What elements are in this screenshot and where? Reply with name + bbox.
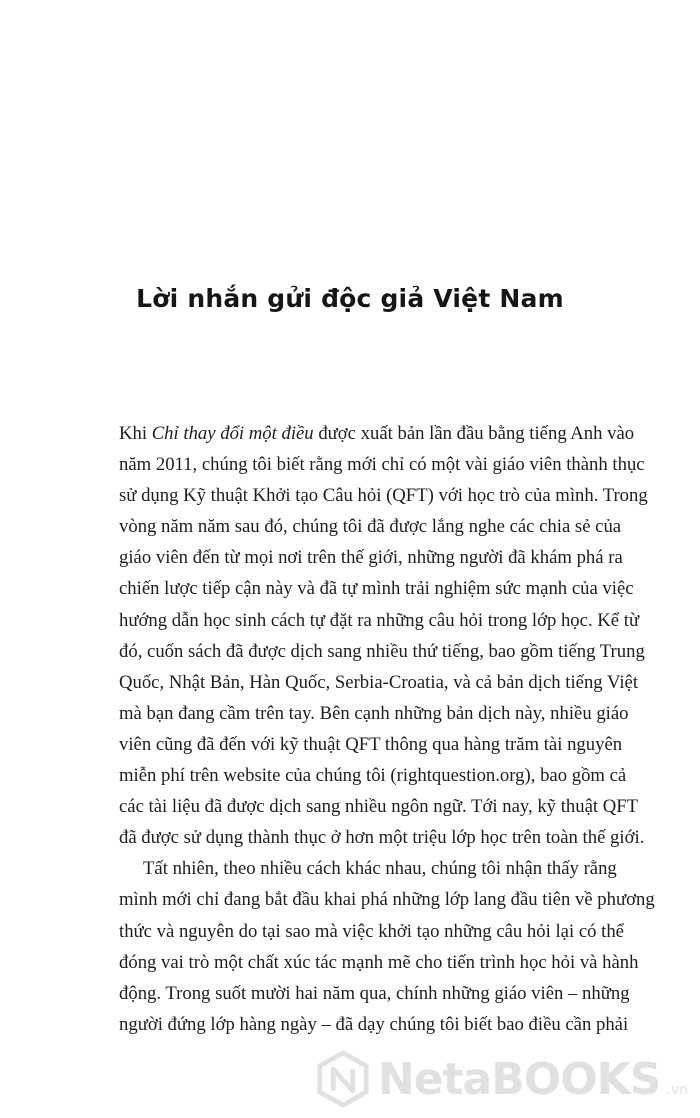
- text-line: các tài liệu đã được dịch sang nhiều ngôn ngữ. Tới nay, kỹ thuật QFT: [119, 796, 639, 818]
- text-line: động. Trong suốt mười hai năm qua, chính những giáo viên – những: [119, 982, 630, 1004]
- text-line: Quốc, Nhật Bản, Hàn Quốc, Serbia-Croatia, và cả bản dịch tiếng Việt: [119, 671, 639, 693]
- watermark: [314, 1050, 688, 1108]
- watermark-suffix: .vn: [666, 1082, 688, 1098]
- body-text: [119, 418, 655, 1040]
- text-line: năm 2011, chúng tôi biết rằng mới chỉ có một vài giáo viên thành thục: [119, 454, 645, 476]
- text-line: hướng dẫn học sinh cách tự đặt ra những câu hỏi trong lớp học. Kể từ: [119, 609, 640, 631]
- text-line: vòng năm năm sau đó, chúng tôi đã được lắng nghe các chia sẻ của: [119, 516, 622, 538]
- text-line: mà bạn đang cầm trên tay. Bên cạnh những bản dịch này, nhiều giáo: [119, 702, 629, 724]
- page-title: Lời nhắn gửi độc giả Việt Nam: [136, 284, 564, 313]
- paragraph-2: [119, 853, 655, 1040]
- paragraph-1: [119, 418, 648, 853]
- text-line: đã được sử dụng thành thục ở hơn một triệu lớp học trên toàn thế giới.: [119, 827, 645, 849]
- text-line: chiến lược tiếp cận này và đã tự mình trải nghiệm sức mạnh của việc: [119, 578, 634, 600]
- text-line: người đứng lớp hàng ngày – đã dạy chúng tôi biết bao điều cần phải: [119, 1013, 629, 1035]
- text-line: đó, cuốn sách đã được dịch sang nhiều thứ tiếng, bao gồm tiếng Trung: [119, 640, 645, 662]
- text-line: mình mới chỉ đang bắt đầu khai phá những lớp lang đầu tiên về phương: [119, 889, 655, 911]
- text-line: viên cũng đã đến với kỹ thuật QFT thông qua hàng trăm tài nguyên: [119, 733, 623, 755]
- text-line: miễn phí trên website của chúng tôi (rightquestion.org), bao gồm cả: [119, 765, 627, 787]
- text-line: giáo viên đến từ mọi nơi trên thế giới, những người đã khám phá ra: [119, 547, 623, 569]
- text-line: đóng vai trò một chất xúc tác mạnh mẽ cho tiến trình học hỏi và hành: [119, 951, 639, 973]
- text-line: thức và nguyên do tại sao mà việc khởi tạo những câu hỏi lại có thể: [119, 920, 624, 942]
- text-line: sử dụng Kỹ thuật Khởi tạo Câu hỏi (QFT) với học trò của mình. Trong: [119, 485, 648, 507]
- neta-logo-icon: [314, 1050, 372, 1108]
- text-line: Tất nhiên, theo nhiều cách khác nhau, chúng tôi nhận thấy rằng: [143, 858, 617, 880]
- text-line: Khi Chỉ thay đổi một điều được xuất bản lần đầu bằng tiếng Anh vào: [119, 423, 635, 444]
- book-title-italic: Chỉ thay đổi một điều: [151, 423, 314, 444]
- watermark-brand: NetaBOOKS: [377, 1053, 661, 1105]
